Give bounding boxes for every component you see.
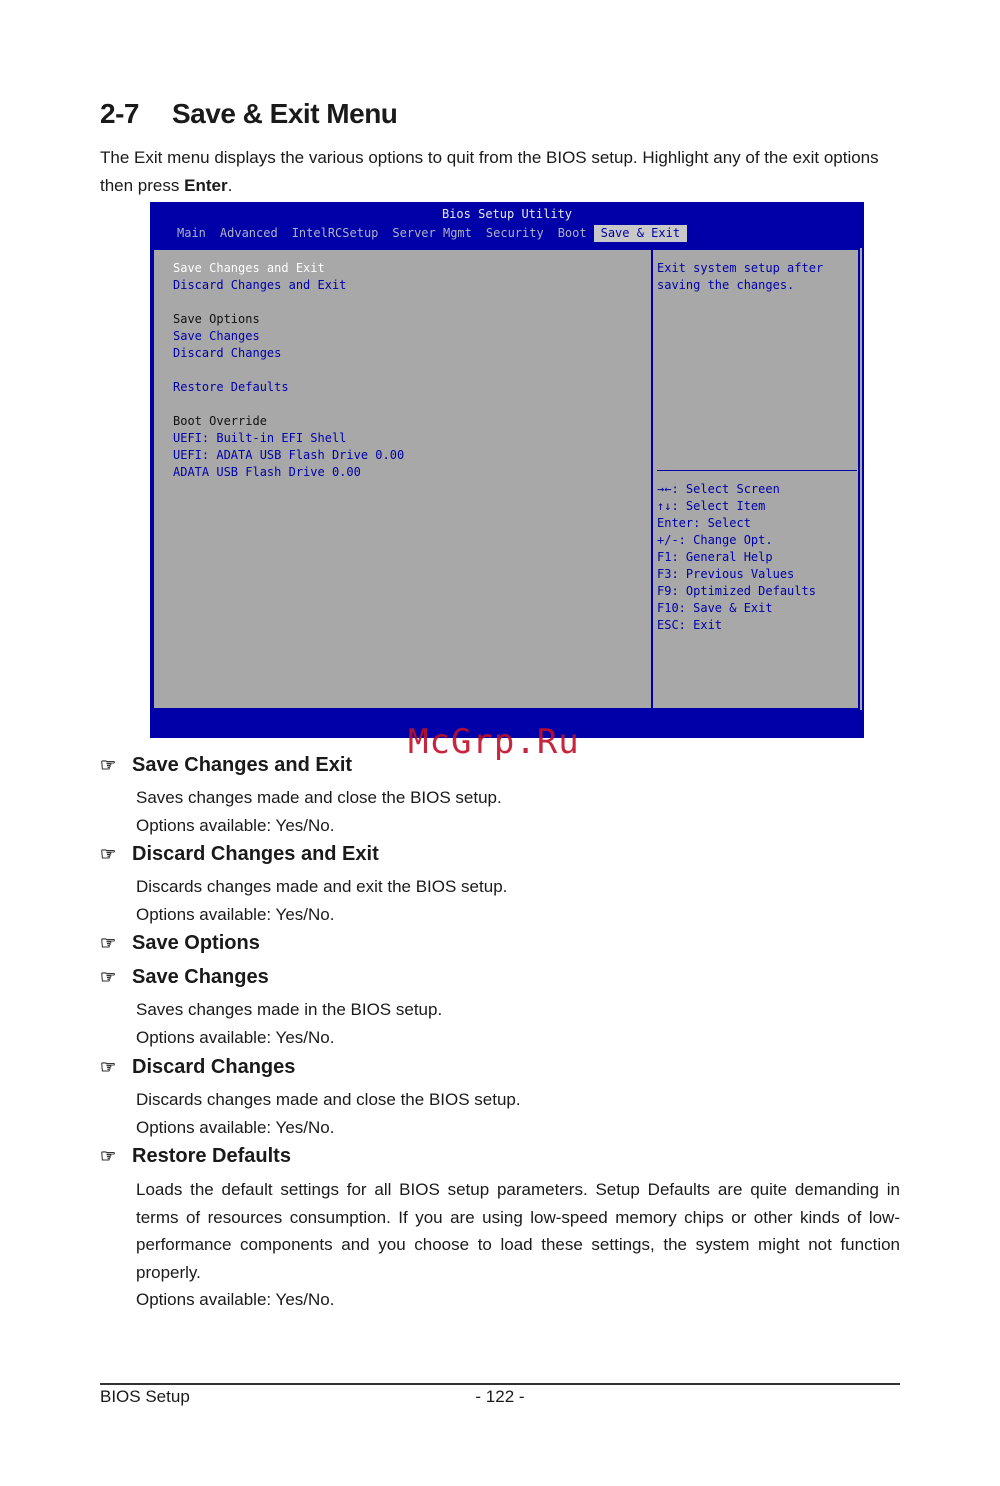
option-title: Save Changes <box>132 966 269 988</box>
option-desc-line: Options available: Yes/No. <box>136 904 335 924</box>
option-heading-discard-changes-and-exit <box>100 841 379 867</box>
pointing-hand-icon: ☞ <box>100 844 117 864</box>
option-desc <box>136 1176 900 1314</box>
pointing-hand-icon: ☞ <box>100 933 117 953</box>
bios-key-esc: ESC: Exit <box>657 618 723 632</box>
option-desc <box>136 784 900 839</box>
tab-save-exit[interactable]: Save & Exit <box>594 225 687 242</box>
intro-end: . <box>227 176 233 195</box>
option-heading-discard-changes <box>100 1054 295 1080</box>
bios-tab-bar <box>170 225 687 242</box>
option-heading-save-changes <box>100 964 269 990</box>
bios-label-save-options: Save Options <box>173 312 260 326</box>
bios-key-f10: F10: Save & Exit <box>657 601 773 615</box>
pointing-hand-icon: ☞ <box>100 1057 117 1077</box>
option-heading-restore-defaults <box>100 1143 291 1169</box>
bios-key-f9: F9: Optimized Defaults <box>657 584 816 598</box>
bios-panel <box>152 248 862 710</box>
bios-item-save-changes-and-exit[interactable]: Save Changes and Exit <box>173 261 325 275</box>
tab-security[interactable]: Security <box>485 226 544 240</box>
pointing-hand-icon: ☞ <box>100 967 117 987</box>
tab-main[interactable]: Main <box>177 226 206 240</box>
bios-help-pane <box>653 248 860 710</box>
option-title: Restore Defaults <box>132 1145 291 1167</box>
bios-key-select-item: ↑↓: Select Item <box>657 499 766 513</box>
option-desc-line: Options available: Yes/No. <box>136 815 335 835</box>
bios-help-line: saving the changes. <box>657 278 795 292</box>
intro-paragraph <box>100 144 900 200</box>
watermark: McGrp.Ru <box>408 722 580 762</box>
bios-help-line: Exit system setup after <box>657 261 824 275</box>
footer-divider <box>100 1383 900 1385</box>
option-desc-line: Discards changes made and close the BIOS setup. <box>136 1090 521 1109</box>
option-desc <box>136 1086 900 1141</box>
pointing-hand-icon: ☞ <box>100 1146 117 1166</box>
option-heading-save-changes-and-exit <box>100 752 352 778</box>
intro-bold-key: Enter <box>184 176 228 195</box>
bios-item-discard-changes-and-exit[interactable]: Discard Changes and Exit <box>173 278 347 292</box>
option-desc <box>136 873 900 928</box>
option-desc-line: Saves changes made in the BIOS setup. <box>136 1000 443 1019</box>
bios-key-change-opt: +/-: Change Opt. <box>657 533 773 547</box>
option-heading-save-options <box>100 930 260 956</box>
footer-section-name: BIOS Setup <box>100 1387 190 1406</box>
option-desc-line: Options available: Yes/No. <box>136 1290 335 1309</box>
section-title: Save & Exit Menu <box>172 98 398 129</box>
bios-title: Bios Setup Utility <box>441 207 573 221</box>
bios-key-f1: F1: General Help <box>657 550 773 564</box>
page-number: - 122 - <box>475 1387 525 1406</box>
option-desc <box>136 996 900 1051</box>
bios-item-adata-usb[interactable]: ADATA USB Flash Drive 0.00 <box>173 465 361 479</box>
bios-item-save-changes[interactable]: Save Changes <box>173 329 260 343</box>
option-desc-line: Saves changes made and close the BIOS setup. <box>136 788 502 807</box>
tab-boot[interactable]: Boot <box>557 226 587 240</box>
bios-help-divider <box>657 470 857 471</box>
option-title: Discard Changes <box>132 1056 296 1078</box>
tab-server-mgmt[interactable]: Server Mgmt <box>392 226 472 240</box>
tab-advanced[interactable]: Advanced <box>219 226 278 240</box>
option-desc-line: Discards changes made and exit the BIOS setup. <box>136 877 508 896</box>
bios-options-pane <box>152 248 653 710</box>
section-number: 2-7 <box>100 98 139 129</box>
bios-key-enter: Enter: Select <box>657 516 751 530</box>
option-desc-line: Options available: Yes/No. <box>136 1027 335 1047</box>
pointing-hand-icon: ☞ <box>100 755 117 775</box>
bios-key-select-screen: →←: Select Screen <box>657 482 780 496</box>
option-desc-line: Loads the default settings for all BIOS setup parameters. Setup Defaults are quite demanding in terms of resources consumption. If you are using low-speed memory chips or other kinds of low-performance components and you choose to load these settings, the system might not function properly. <box>136 1180 900 1282</box>
option-desc-line: Options available: Yes/No. <box>136 1117 335 1137</box>
bios-item-uefi-efi-shell[interactable]: UEFI: Built-in EFI Shell <box>173 431 347 445</box>
option-title: Discard Changes and Exit <box>132 843 379 865</box>
tab-intelrcsetup[interactable]: IntelRCSetup <box>291 226 379 240</box>
bios-item-uefi-adata-usb[interactable]: UEFI: ADATA USB Flash Drive 0.00 <box>173 448 405 462</box>
bios-item-restore-defaults[interactable]: Restore Defaults <box>173 380 289 394</box>
section-heading <box>100 98 397 130</box>
bios-label-boot-override: Boot Override <box>173 414 267 428</box>
bios-item-discard-changes[interactable]: Discard Changes <box>173 346 282 360</box>
option-title: Save Changes and Exit <box>132 754 353 776</box>
option-title: Save Options <box>132 932 260 954</box>
intro-text: The Exit menu displays the various options to quit from the BIOS setup. Highlight any of the exit options then press <box>100 148 879 195</box>
bios-screenshot <box>150 202 864 738</box>
bios-key-f3: F3: Previous Values <box>657 567 795 581</box>
